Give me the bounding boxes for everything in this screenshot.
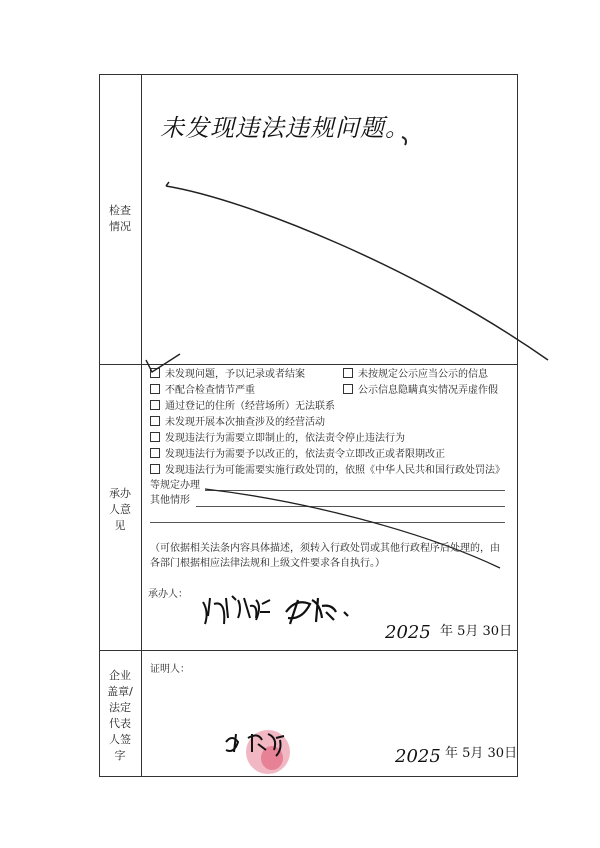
comma-mark bbox=[402, 137, 406, 145]
witness-label: 证明人： bbox=[150, 664, 190, 675]
inspection-strike-line bbox=[166, 186, 548, 360]
enterprise-date-text: 年 5月 30日 bbox=[445, 746, 518, 761]
opinion-label: 承办人意见 bbox=[109, 487, 131, 532]
enterprise-label: 企业盖章/法定代表人签字 bbox=[107, 669, 133, 762]
handler-signature-1 bbox=[203, 596, 270, 624]
option-stop-violation[interactable]: 发现违法行为需要立即制止的，依法责令停止违法行为 bbox=[150, 432, 405, 445]
option-administrative-penalty[interactable]: 发现违法行为可能需要实施行政处罚的，依照《中华人民共和国行政处罚法》 bbox=[150, 464, 505, 477]
option-no-activity[interactable]: 未发现开展本次抽查涉及的经营活动 bbox=[150, 416, 325, 429]
handler-date-year: 2025 bbox=[385, 622, 431, 643]
other-situation-label: 其他情形 bbox=[150, 495, 190, 506]
check-mark-icon bbox=[146, 354, 180, 372]
handler-date-text: 年 5月 30日 bbox=[440, 624, 513, 639]
inspection-label: 检查情况 bbox=[109, 204, 131, 233]
opinion-note: （可依据相关法条内容具体描述，须转入行政处罚或其他行政程序后处理的，由各部门根据相应法律法规和上级文件要求各自执行。） bbox=[150, 543, 500, 569]
enterprise-date-year: 2025 bbox=[395, 746, 441, 767]
inspection-handwritten-text: 未发现违法违规问题。 bbox=[160, 114, 410, 142]
opinion-strike-line bbox=[205, 489, 500, 568]
option-correct-violation[interactable]: 发现违法行为需要予以改正的，依法责令立即改正或者限期改正 bbox=[150, 448, 445, 461]
option-no-issue[interactable]: 未发现问题，予以记录或者结案 bbox=[150, 368, 305, 381]
handler-label: 承办人： bbox=[148, 589, 188, 600]
option-not-publicized[interactable]: 未按规定公示应当公示的信息 bbox=[343, 368, 488, 381]
option-false-publicity[interactable]: 公示信息隐瞒真实情况弄虚作假 bbox=[343, 384, 498, 397]
handler-signature-2 bbox=[286, 598, 348, 624]
regulation-suffix: 等规定办理 bbox=[150, 480, 200, 491]
option-address-unreachable[interactable]: 通过登记的住所（经营场所）无法联系 bbox=[150, 400, 335, 413]
option-non-cooperation[interactable]: 不配合检查情节严重 bbox=[150, 384, 255, 397]
inspection-strike-hook bbox=[166, 182, 169, 186]
